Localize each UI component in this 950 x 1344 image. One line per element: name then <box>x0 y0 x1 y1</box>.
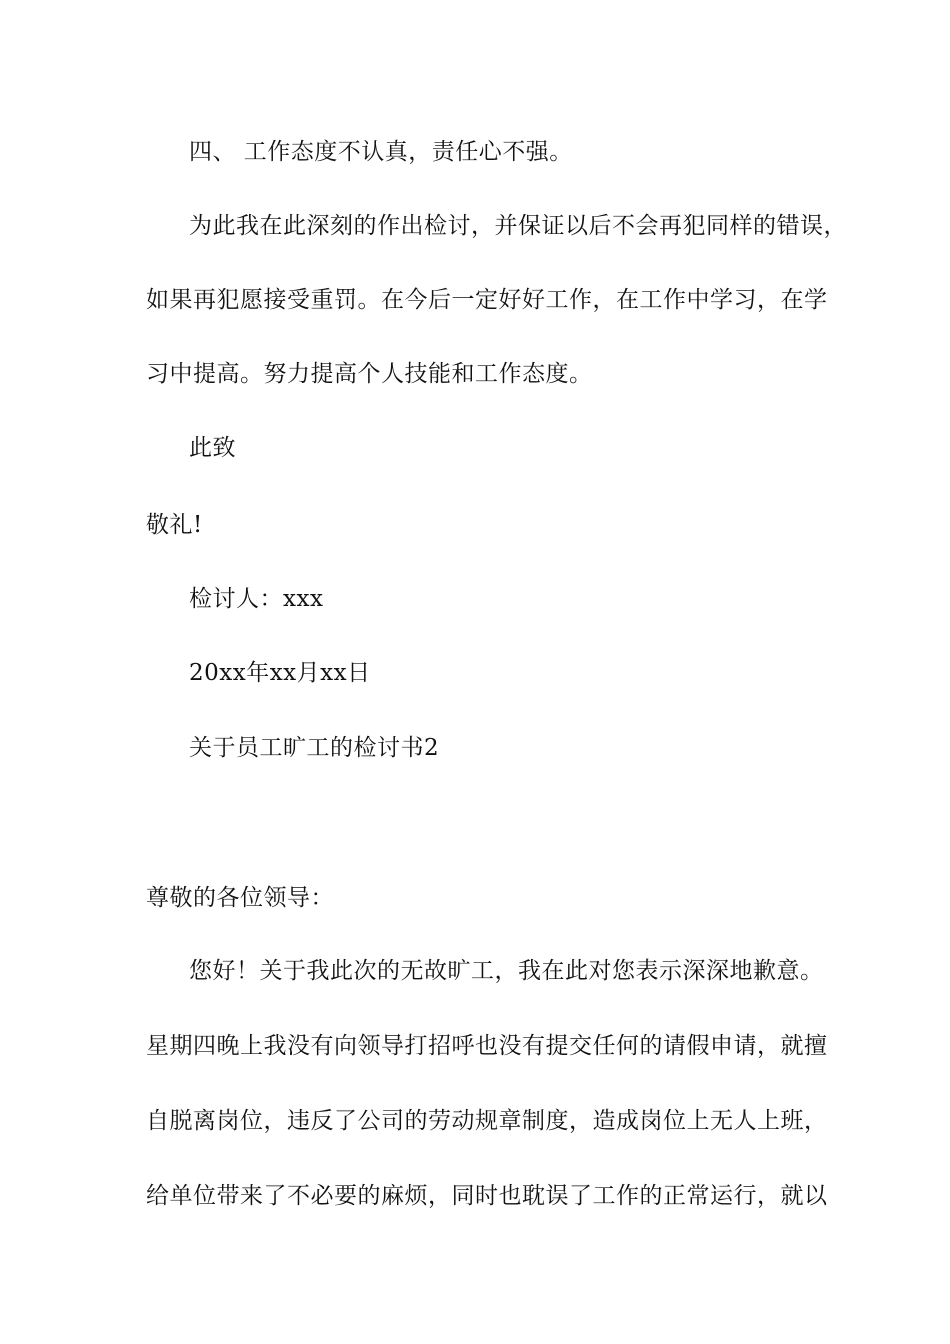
list-item-four: 四、 工作态度不认真，责任心不强。 <box>189 139 573 165</box>
paragraph-line: 星期四晚上我没有向领导打招呼也没有提交任何的请假申请，就擅 <box>146 1033 828 1059</box>
paragraph-line: 给单位带来了不必要的麻烦，同时也耽误了工作的正常运行，就以 <box>146 1183 828 1209</box>
section-title: 关于员工旷工的检讨书2 <box>189 735 440 761</box>
paragraph-line: 您好！关于我此次的无故旷工，我在此对您表示深深地歉意。 <box>189 958 824 984</box>
date-line: 20xx年xx月xx日 <box>189 660 371 686</box>
paragraph-line: 为此我在此深刻的作出检讨，并保证以后不会再犯同样的错误， <box>189 213 847 239</box>
signature-line: 检讨人：xxx <box>189 586 324 612</box>
paragraph-line: 习中提高。努力提高个人技能和工作态度。 <box>146 361 593 387</box>
paragraph-line: 自脱离岗位，违反了公司的劳动规章制度，造成岗位上无人上班， <box>146 1108 828 1134</box>
closing-regards: 敬礼! <box>146 512 203 538</box>
closing-salutation: 此致 <box>189 435 236 461</box>
letter-greeting: 尊敬的各位领导： <box>146 885 334 911</box>
paragraph-line: 如果再犯愿接受重罚。在今后一定好好工作，在工作中学习，在学 <box>146 287 828 313</box>
